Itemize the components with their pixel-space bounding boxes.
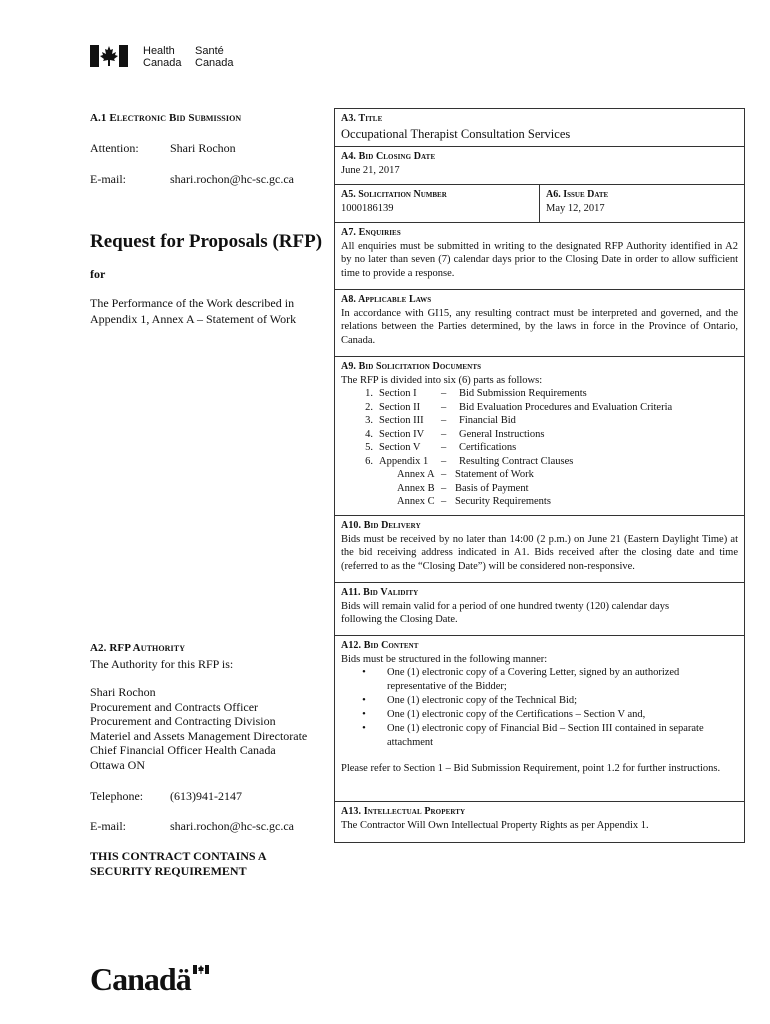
email2-value: shari.rochon@hc-sc.gc.ca — [170, 819, 294, 833]
list-item: Annex A – Statement of Work — [397, 469, 534, 480]
a9-cell: A9. Bid Solicitation Documents The RFP is divided into six (6) parts as follows: 1. Section I – Bid Submission Requirements 2. Section II – Bid Evaluation Procedures and Evaluation Criteria 3. Section III – Financial Bid 4. Section IV – General Instructions 5. Section V – Certifications 6. Appendix 1 – Resulting Contract Clauses Annex A – Statement of Work Annex B – Basis of Payment Annex C – Security Requirements — [335, 357, 744, 516]
performance-description: The Performance of the Work described in Appendix 1, Annex A – Statement of Work — [90, 296, 297, 326]
email-value: shari.rochon@hc-sc.gc.ca — [170, 172, 294, 186]
mini-flag-icon — [193, 965, 209, 974]
closing-date: June 21, 2017 — [341, 164, 400, 176]
a6-cell: A6. Issue Date May 12, 2017 — [540, 185, 744, 222]
solicitation-number: 1000186139 — [341, 202, 394, 214]
a2-heading: A2. RFP Authority — [90, 642, 186, 654]
list-item: 1. Section I – Bid Submission Requirements — [365, 388, 587, 399]
authority-contact — [90, 685, 307, 772]
a5-cell: A5. Solicitation Number 1000186139 — [335, 185, 540, 222]
dept-name-french: Santé Canada — [195, 45, 234, 69]
list-item: 6. Appendix 1 – Resulting Contract Clauses — [365, 455, 574, 467]
list-item: Annex C – Security Requirements — [397, 496, 551, 507]
authority-directorate: Materiel and Assets Management Directorate — [90, 728, 308, 743]
list-item: 2. Section II – Bid Evaluation Procedures and Evaluation Criteria — [365, 401, 673, 413]
telephone-value: (613)941-2147 — [170, 789, 242, 803]
list-item: • One (1) electronic copy of the Technical Bid; — [362, 695, 578, 706]
a4-cell: A4. Bid Closing Date June 21, 2017 — [335, 147, 744, 185]
a1-heading: A.1 Electronic Bid Submission — [90, 112, 242, 124]
issue-date: May 12, 2017 — [546, 202, 605, 214]
rfp-title: Occupational Therapist Consultation Services — [341, 126, 571, 141]
rfp-details-table — [334, 108, 745, 843]
a11-cell: A11. Bid Validity Bids will remain valid for a period of one hundred twenty (120) calendar days following the Closing Date. — [335, 583, 744, 636]
annex-list — [341, 468, 738, 509]
list-item: 4. Section IV – General Instructions — [365, 428, 545, 440]
a13-cell: A13. Intellectual Property The Contractor Will Own Intellectual Property Rights as per Appendix 1. — [341, 806, 649, 831]
canada-flag-icon — [90, 45, 128, 67]
authority-division: Procurement and Contracting Division — [90, 714, 276, 728]
authority-name: Shari Rochon — [90, 685, 156, 699]
list-item: Annex B – Basis of Payment — [397, 482, 529, 494]
a2-intro: The Authority for this RFP is: — [90, 657, 234, 671]
list-item: • One (1) electronic copy of a Covering Letter, signed by an authorized representative of the Bidder; — [362, 667, 680, 692]
a12-cell: A12. Bid Content Bids must be structured in the following manner: • One (1) electronic copy of a Covering Letter, signed by an authorized representative of the Bidder; • One (1) electronic copy of the Technical Bid; • One (1) electronic copy of the Certifications – Section V and, • One (1) electronic copy of Financial Bid – Section III contained in separate attachment Please refer to Section 1 – Bid Submission Requirement, point 1.2 for further instructions. — [335, 636, 744, 802]
attention-label: Attention: — [90, 141, 139, 155]
bid-content-list — [341, 666, 738, 750]
email-label: E-mail: — [90, 172, 126, 186]
list-item: 3. Section III – Financial Bid — [365, 415, 516, 426]
authority-office: Chief Financial Officer Health Canada — [90, 743, 276, 757]
authority-title: Procurement and Contracts Officer — [90, 699, 259, 714]
email2-label: E-mail: — [90, 819, 126, 833]
for-label: for — [90, 267, 106, 281]
list-item: • One (1) electronic copy of the Certifications – Section V and, — [362, 709, 646, 720]
solicitation-parts-list — [341, 387, 738, 468]
a8-cell: A8. Applicable Laws In accordance with GI15, any resulting contract must be interpreted and governed, and the relations between the Parties determined, by the laws in force in the Province of Ontario, Canada. — [335, 290, 744, 357]
security-notice: THIS CONTRACT CONTAINS A SECURITY REQUIREMENT — [90, 849, 267, 878]
a3-cell: A3. Title Occupational Therapist Consultation Services — [335, 109, 744, 147]
list-item: 5. Section V – Certifications — [365, 442, 517, 453]
dept-name-english: Health Canada — [143, 45, 182, 69]
canada-wordmark-logo: Canadä — [90, 962, 191, 996]
a7-cell: A7. Enquiries All enquiries must be submitted in writing to the designated RFP Authority identified in A2 by no later than seven (7) calendar days prior to the Closing Date in order to allow sufficient time to provide a response. — [335, 223, 744, 290]
authority-city: Ottawa ON — [90, 757, 145, 772]
telephone-label: Telephone: — [90, 789, 144, 803]
list-item: • One (1) electronic copy of Financial Bid – Section III contained in separate attachment — [362, 723, 704, 748]
a10-cell: A10. Bid Delivery Bids must be received by no later than 14:00 (2 p.m.) on June 21 (Eastern Daylight Time) at the bid receiving address indicated in A1. Bids received after the closing date and time (referred to as the “Closing Date”) will be considered non-responsive. — [335, 516, 744, 583]
attention-value: Shari Rochon — [170, 141, 236, 155]
a5-a6-row — [335, 185, 744, 223]
document-title: Request for Proposals (RFP) — [90, 231, 323, 252]
